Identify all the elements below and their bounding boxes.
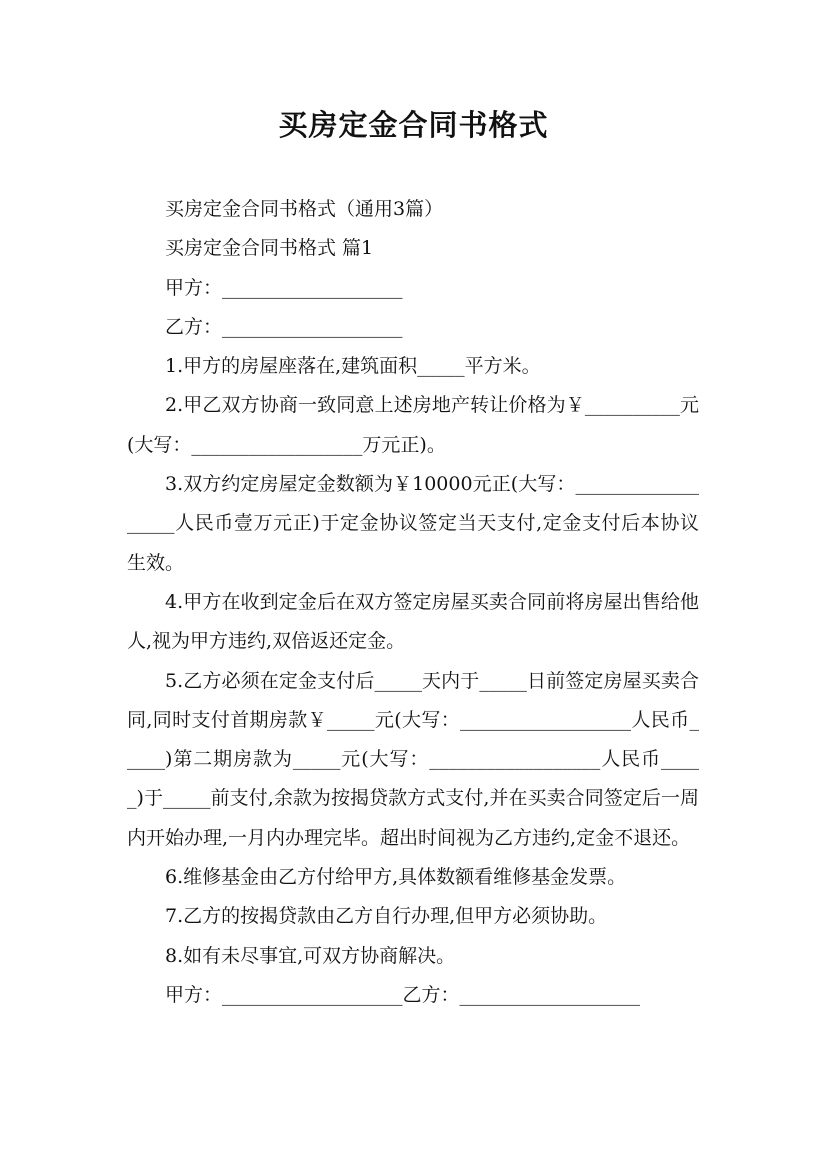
- document-body: [127, 190, 699, 1015]
- paragraph-signatures: 甲方：___________________乙方：___________________: [165, 983, 641, 1006]
- paragraph-clause-7: 7.乙方的按揭贷款由乙方自行办理,但甲方必须协助。: [165, 905, 608, 928]
- paragraph-clause-8: 8.如有未尽事宜,可双方协商解决。: [165, 944, 456, 967]
- paragraph-subtitle: 买房定金合同书格式（通用3篇）: [165, 198, 444, 220]
- paragraph-clause-6: 6.维修基金由乙方付给甲方,具体数额看维修基金发票。: [165, 866, 627, 889]
- paragraph-party-a: 甲方：___________________: [165, 276, 403, 299]
- paragraph-clause-2: 2.甲乙双方协商一致同意上述房地产转让价格为￥__________元(大写：__________________万元正)。: [127, 394, 699, 456]
- paragraph-clause-3: 3.双方约定房屋定金数额为￥10000元正(大写：__________________人民币壹万元正)于定金协议签定当天支付,定金支付后本协议生效。: [127, 473, 699, 574]
- paragraph-clause-1: 1.甲方的房屋座落在,建筑面积_____平方米。: [165, 355, 541, 378]
- document-title: 买房定金合同书格式: [278, 108, 549, 142]
- paragraph-section-heading: 买房定金合同书格式 篇1: [165, 237, 374, 260]
- paragraph-clause-5: 5.乙方必须在定金支付后_____天内于_____日前签定房屋买卖合同,同时支付首期房款￥_____元(大写：__________________人民币_____)第二期房款为_____元(大写：__________________人民币_____)于_____前支付,余款为按揭贷款方式支付,并在买卖合同签定后一周内开始办理,一月内办理完毕。超出时间视为乙方违约,定金不退还。: [127, 669, 699, 849]
- paragraph-clause-4: 4.甲方在收到定金后在双方签定房屋买卖合同前将房屋出售给他人,视为甲方违约,双倍返还定金。: [127, 590, 699, 653]
- paragraph-party-b: 乙方：___________________: [165, 315, 403, 338]
